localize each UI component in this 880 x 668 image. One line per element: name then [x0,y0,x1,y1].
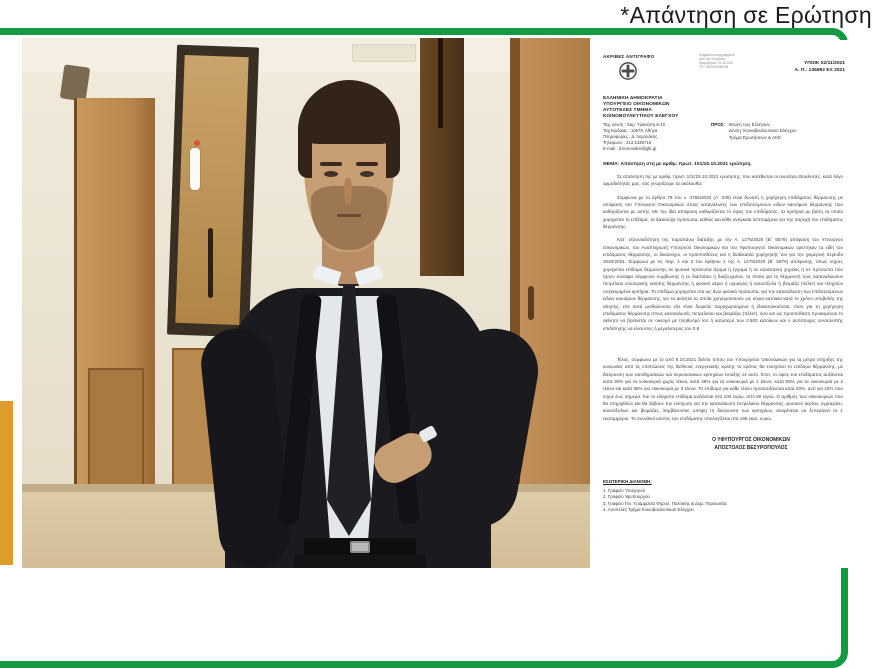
eyebrow-right [356,162,378,166]
distribution-heading: ΕΣΩΤΕΡΙΚΗ ΔΙΑΝΟΜΗ: [603,478,652,484]
recipient-line: Δ/νση: Κοινοβουλευτικού Ελέγχου [728,128,797,134]
hair-side-left [298,128,312,178]
document-page [595,40,848,568]
distribution-item: 4. Αυτοτελές Τμήμα Κοινοβουλευτικού Ελέγχου [603,507,694,513]
hair [298,80,400,144]
digital-signature-line: από την Υπηρεσία [699,57,726,61]
contact-line: Ταχ.Κώδικας : 10679, Αθήνα [603,127,658,133]
contact-line: Τηλέφωνο : 213 1339715 [603,139,652,145]
accent-bar [0,401,13,565]
right-door-handle [528,286,534,320]
wall-picture-frame [60,64,90,101]
signature-block [691,436,811,453]
digital-signature-block [699,53,735,69]
light-switch-panel [190,148,200,190]
body-paragraph-4: Τέλος, σύμφωνα με το από 8.10.2021 δελτίο τύπου του Υπουργείου Οικονομικών για τα μέτρα στήριξης της κοινωνίας από τις επιπτώσεις της διεθνούς ενεργειακής κρίσης το κράτος θα ενισχύσει το επίδομα θέρμανσης, με διεύρυνση των εισοδηματικών και περιουσιακών κριτηρίων ένταξης σε αυτό. Έτσι, το ύψος του επιδόματος αυξάνεται κατά 30% για τα νοικοκυριά χωρίς τέκνα, κατά 48% για τα νοικοκυριά με 1 τέκνο, κατά 59% για τα νοικοκυριά με 2 τέκνα και κατά 68% για νοικοκυριά με 3 τέκνα. Το επίδομα για κάθε τέκνο προσαυξάνεται κατά 20%, αντί για 10% που ίσχυε έως σήμερα. Και το ελάχιστο επίδομα αυξάνεται στα 100 ευρώ, από 80 ευρώ. Ο αριθμός των νοικοκυριών που θα στηριχθούν και θα λάβουν την ενίσχυση για την κατανάλωση πετρελαίου θέρμανσης, φυσικού αερίου, υγραερίου, καυσόξυλων και βιομάζας, λαμβάνοντας υπόψη τη διεύρυνση των κριτηρίων, αναμένεται να ξεπεράσει το 1 εκατομμύριο. Το συνολικό κόστος του επιδόματος υπολογίζεται στα 168 εκατ. ευρώ. [603,356,843,421]
red-indicator [194,140,200,146]
internal-distribution [603,479,848,514]
body-paragraph-1: Σε απάντηση της με αριθμ. πρωτ. 101/15.10.2021 ερώτησης, που κατέθεσαν οι ανωτέρω Βουλευτές, κατά λόγο αρμοδιότητάς μας, σας γνωρίζουμε τα ακόλουθα: [603,174,843,187]
mouth [337,214,361,217]
recipient-line: Τμήμα Ερωτήσεων & ΑΚΕ [728,134,782,140]
document-header [595,40,848,96]
left-door-panel [88,368,144,492]
greek-state-emblem-icon [619,62,637,80]
hair-side-right [386,128,400,178]
sender-line: ΑΥΤΟΤΕΛΕΣ ΤΜΗΜΑ [603,107,652,113]
address-row [603,122,848,152]
cabinet-pole [438,38,443,128]
digital-signature-line: ΥΠ. ΟΙΚΟΝΟΜΙΚΩΝ [699,65,729,69]
recipient-line: Βουλή των Ελλήνων [728,121,770,127]
recipient-label: ΠΡΟΣ: [711,121,725,127]
subject-line: ΘΕΜΑ: Απάντηση στη με αριθμ. πρωτ. 101/15.10.2021 ερώτηση. [603,162,752,168]
recipient-lines [729,122,797,152]
trousers [294,554,426,568]
protocol-block [795,60,845,75]
signatory-name: ΑΠΟΣΤΟΛΟΣ ΒΕΣΥΡΟΠΟΥΛΟΣ [714,445,788,452]
signatory-title: Ο ΥΦΥΠΟΥΡΓΟΣ ΟΙΚΟΝΟΜΙΚΩΝ [712,436,790,443]
display-case-handle [208,228,213,298]
contact-line: Πληροφορίες : Δ. Λεμονάκης [603,133,658,139]
digital-signature-line: Ημερομηνία: 02.11.2021 [699,61,734,65]
contact-line: E-mail : d.lemonakis@glk.gr [603,146,657,151]
ceiling-panel [352,44,416,62]
nose-shadow [344,178,352,204]
protocol-number: Α. Π.: 136952 ΕΞ 2021 [794,68,845,74]
sender-line: ΚΟΙΝΟΒΟΥΛΕΥΤΙΚΟΥ ΕΛΕΓΧΟΥ [603,113,679,119]
protocol-date: ΥΠΟΙΚ 02/11/2021 [803,61,845,66]
eye-right [360,171,374,177]
contact-line: Ταχ. Δ/νση : Χαρ. Τρικούπη 6-10 [603,121,665,127]
ceiling-strip [22,38,590,72]
sender-block [603,96,848,120]
body-paragraph-2: Σύμφωνα με το άρθρο 79 του ν. 4756/2020 (Α΄ 235) είναι δυνατή η χορήγηση επιδόματος θέρμανσης με απόφαση του Υπουργού Οικονομικών στους καταναλωτές των επιδοτούμενων ειδών καυσίμων θέρμανσης που καθορίζονται με αυτήν. Με την ίδια απόφαση καθορίζονται το ύψος του επιδόματος, τα κριτήρια με βάση τα οποία χορηγείται το επίδομα, τα δικαιούχα πρόσωπα, καθώς και κάθε αναγκαία λεπτομέρεια για την παροχή του επιδόματος θέρμανσης. [603,194,843,230]
recipient-block [711,122,797,152]
page-title: *Απάντηση σε Ερώτηση [620,2,872,28]
eye-left [324,171,338,177]
distribution-item: 2. Γραφείο Υφυπουργού [603,494,650,500]
sender-line: ΥΠΟΥΡΓΕΙΟ ΟΙΚΟΝΟΜΙΚΩΝ [603,101,670,107]
digital-signature-line: Ψηφιακά υπογεγραμμένο [699,53,735,57]
sender-line: ΕΛΛΗΝΙΚΗ ΔΗΜΟΚΡΑΤΙΑ [603,96,663,101]
distribution-item: 3. Γραφείο Γεν. Γραμματέα Φορολ. Πολιτικής & Δημ. Περιουσίας [603,500,728,506]
belt-buckle [350,541,370,553]
body-paragraph-3: Κατ΄ εξουσιοδότηση της παραπάνω διάταξης με την Α. 1275/2020 (Β΄ 5576) απόφαση του Υπουργού Οικονομικών, του Αναπληρωτή Υπουργού Οικονομικών και του Υφυπουργού Οικονομικών ορίστηκαν τα είδη του επιδόματος θέρμανσης, οι δικαιούχοι, οι προϋποθέσεις και η διαδικασία χορήγησής του για την χειμερινή περίοδο 2020/2021. Σύμφωνα με τις παρ. 1 και 2 του άρθρου 1 της Α. 1275/2020 (Β΄ 5576) απόφασης, όπως ισχύει, χορηγείται επίδομα θέρμανσης σε φυσικά πρόσωπα άγαμα ή έγγαμα ή σε κατάσταση χηρείας ή σε πρόσωπα που έχουν συνάψει σύμφωνο συμβίωσης ή εν διαστάσει ή διαζευγμένα, τα οποία για τη θέρμανσή τους καταναλώνουν πετρέλαιο εσωτερικής καύσης θέρμανσης ή φυσικό αέριο ή υγραέριο ή καυσόξυλα ή βιομάζα (πέλετ) και πληρούν συγκεκριμένα κριτήρια. Το επίδομα χορηγείται στα ως άνω φυσικά πρόσωπα, για την κατανάλωση των επιδοτούμενων ειδών καυσίμων θέρμανσης, για τα ακίνητα τα οποία χρησιμοποιούν ως κύρια κατοικία κατά το χρόνο υποβολής της αίτησης, είτε αυτά μισθώνονται είτε είναι δωρεάν παραχωρούμενα ή ιδιοκατοικούνται, τόσο για τη χορήγηση επιδόματος θέρμανσης στους καταναλωτές πετρελαίου και βιομάζας (πέλετ), όσο και ως προϋπόθεση προκειμένου το ακίνητο να βρίσκεται σε οικισμό με πληθυσμό ίσο ή κατώτερο των 2.500 κατοίκων και ο αντίστοιχος συντελεστής επιδότησης να είναι ίσος ή μεγαλύτερος του 0,8. [603,237,843,331]
contact-block [603,122,703,152]
certified-copy-label: ΑΚΡΙΒΕΣ ΑΝΤΙΓΡΑΦΟ [603,54,655,59]
distribution-item: 1. Γραφείο Υπουργού [603,487,645,493]
politician-photo [22,38,590,568]
eyebrow-left [320,162,342,166]
